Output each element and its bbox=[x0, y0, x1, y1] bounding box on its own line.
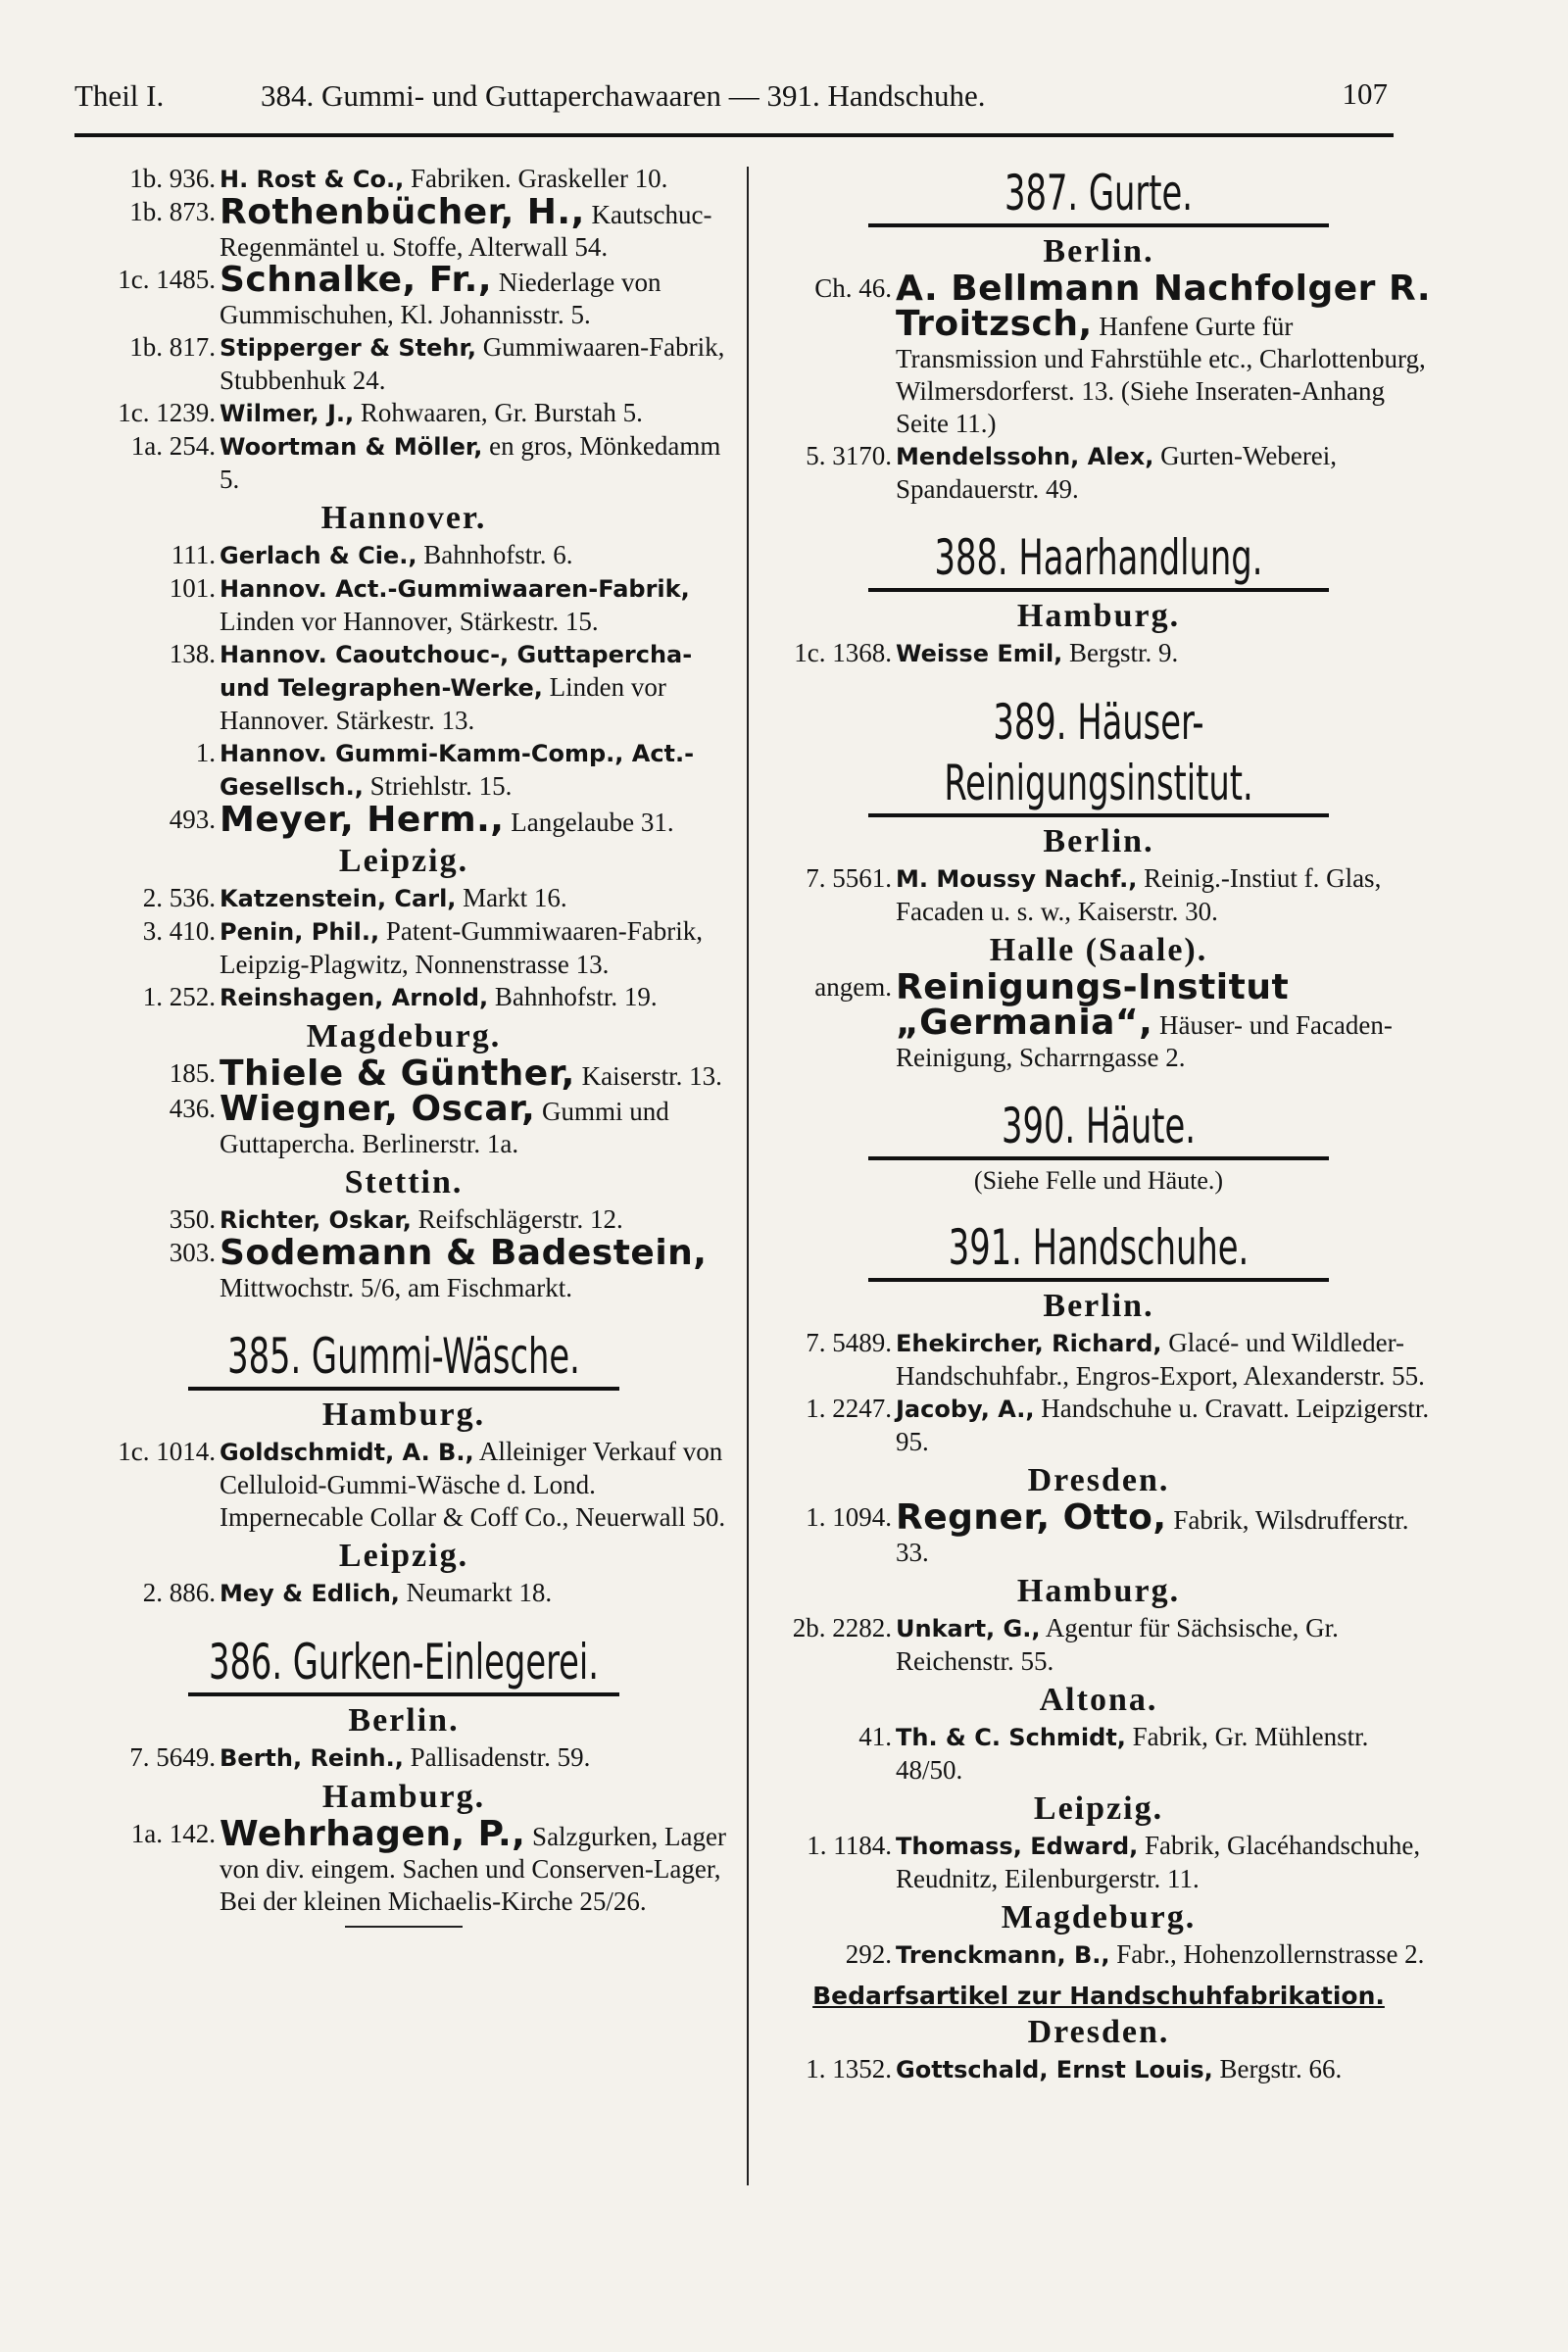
directory-entry bbox=[71, 737, 737, 804]
firm-details: Linden vor Hannover. Stärkestr. 13. bbox=[220, 672, 666, 735]
directory-entry bbox=[760, 440, 1437, 506]
entry-body bbox=[220, 1741, 737, 1775]
firm-details: Gummiwaaren-Fabrik, Stubbenhuk 24. bbox=[220, 332, 725, 395]
firm-details: Bergstr. 66. bbox=[1219, 2054, 1343, 2083]
firm-details: Linden vor Hannover, Stärkestr. 15. bbox=[220, 607, 599, 636]
entry-number: 2. 886. bbox=[142, 1578, 216, 1607]
directory-entry bbox=[71, 1814, 737, 1918]
directory-entry bbox=[71, 572, 737, 638]
entry-number: 1a. 142. bbox=[130, 1819, 216, 1848]
firm-details: Reinig.-Instiut f. Glas, Facaden u. s. w., Kaiserstr. 30. bbox=[896, 863, 1382, 926]
entry-number: 1. 2247. bbox=[806, 1394, 892, 1423]
firm-details: Gurten-Weberei, Spandauerstr. 49. bbox=[896, 441, 1338, 504]
page-number: 107 bbox=[1342, 76, 1388, 111]
city-heading: Berlin. bbox=[1043, 1288, 1154, 1324]
entry-body bbox=[220, 1814, 737, 1918]
left-column bbox=[71, 163, 737, 1936]
directory-entry bbox=[71, 163, 737, 196]
entry-body bbox=[220, 1436, 737, 1534]
entry-number: 1. 1094. bbox=[806, 1502, 892, 1532]
firm-name: Unkart, G., bbox=[896, 1615, 1041, 1642]
entry-list bbox=[760, 1327, 1437, 1458]
firm-name: Ehekircher, Richard, bbox=[896, 1330, 1162, 1357]
entry-list bbox=[760, 1830, 1437, 1895]
entry-number: 1. 1352. bbox=[806, 2054, 892, 2083]
city-heading: Hamburg. bbox=[1016, 598, 1181, 634]
entry-number: angem. bbox=[814, 972, 892, 1002]
firm-name: M. Moussy Nachf., bbox=[896, 865, 1138, 893]
firm-details: Gummi und Guttapercha. Berlinerstr. 1a. bbox=[220, 1097, 669, 1158]
city-heading: Dresden. bbox=[1027, 1462, 1170, 1498]
entry-body bbox=[220, 331, 737, 397]
entry-list bbox=[71, 163, 737, 496]
directory-entry bbox=[71, 331, 737, 397]
firm-details: Fabriken. Graskeller 10. bbox=[411, 164, 668, 193]
firm-name: Schnalke, Fr., bbox=[220, 260, 493, 300]
directory-entry bbox=[71, 1089, 737, 1160]
section-heading: 388. Haarhandlung. bbox=[934, 529, 1263, 586]
entry-body bbox=[896, 1327, 1437, 1393]
firm-details: Hanfene Gurte für Transmission und Fahrstühle etc., Charlottenburg, Wilmersdorferst. 13. (Siehe Inseraten-Anhang Seite 11.) bbox=[896, 312, 1426, 438]
directory-entry bbox=[760, 269, 1437, 440]
entry-body bbox=[220, 1203, 737, 1237]
directory-entry bbox=[71, 800, 737, 840]
firm-name: Berth, Reinh., bbox=[220, 1744, 404, 1772]
city-heading: Hamburg. bbox=[1016, 1573, 1181, 1609]
directory-entry bbox=[760, 1327, 1437, 1393]
entry-number: 1c. 1485. bbox=[118, 265, 216, 294]
entry-list bbox=[760, 1721, 1437, 1787]
entry-list bbox=[760, 1938, 1437, 1972]
firm-details: Rohwaaren, Gr. Burstah 5. bbox=[360, 398, 643, 427]
city-heading: Magdeburg. bbox=[1001, 1899, 1197, 1936]
entry-number: 1. 1184. bbox=[807, 1831, 892, 1860]
directory-entry bbox=[71, 1054, 737, 1094]
firm-details: Handschuhe u. Cravatt. Leipzigerstr. 95. bbox=[896, 1394, 1430, 1456]
firm-details: Niederlage von Gummischuhen, Kl. Johannisstr. 5. bbox=[220, 268, 662, 329]
entry-body bbox=[896, 1612, 1437, 1678]
section-rule bbox=[868, 1156, 1329, 1160]
entry-number: 2. 536. bbox=[142, 883, 216, 912]
entry-body bbox=[220, 539, 737, 572]
running-header bbox=[74, 71, 1388, 125]
section-heading: 385. Gummi-Wäsche. bbox=[227, 1328, 580, 1385]
entry-number: 138. bbox=[169, 639, 216, 668]
entry-number: 303. bbox=[169, 1238, 216, 1267]
entry-number: 1c. 1368. bbox=[794, 638, 892, 667]
directory-entry bbox=[760, 1830, 1437, 1895]
entry-body bbox=[896, 862, 1437, 928]
firm-name: Woortman & Möller, bbox=[220, 433, 483, 461]
entry-number: 1c. 1014. bbox=[118, 1437, 216, 1466]
firm-name: Meyer, Herm., bbox=[220, 800, 505, 840]
city-heading: Berlin. bbox=[1043, 823, 1154, 859]
entry-list bbox=[760, 1612, 1437, 1678]
city-heading: Hamburg. bbox=[321, 1779, 486, 1815]
firm-name: Mendelssohn, Alex, bbox=[896, 443, 1154, 470]
firm-name: Katzenstein, Carl, bbox=[220, 885, 457, 912]
firm-name: Weisse Emil, bbox=[896, 640, 1063, 667]
entry-body bbox=[220, 1233, 737, 1304]
entry-number: 5. 3170. bbox=[806, 441, 892, 470]
directory-entry bbox=[71, 1577, 737, 1610]
entry-body bbox=[896, 967, 1437, 1074]
city-heading: Halle (Saale). bbox=[989, 932, 1208, 968]
entry-number: 1c. 1239. bbox=[118, 398, 216, 427]
firm-name: Mey & Edlich, bbox=[220, 1580, 400, 1607]
entry-number: 1b. 873. bbox=[129, 197, 216, 226]
city-heading: Altona. bbox=[1039, 1682, 1158, 1718]
entry-body bbox=[220, 163, 737, 196]
entry-number: 292. bbox=[845, 1939, 892, 1969]
entry-body bbox=[220, 260, 737, 331]
entry-number: 7. 5649. bbox=[129, 1742, 216, 1772]
right-column bbox=[760, 163, 1437, 2086]
entry-number: 111. bbox=[171, 540, 216, 569]
section-heading: 389. Häuser-Reinigungsinstitut. bbox=[944, 694, 1253, 811]
city-heading: Berlin. bbox=[1043, 233, 1154, 270]
entry-list bbox=[71, 882, 737, 1014]
firm-name: Wiegner, Oscar, bbox=[220, 1089, 536, 1129]
firm-details: Striehlstr. 15. bbox=[369, 771, 513, 801]
entry-body bbox=[220, 1054, 737, 1094]
directory-entry bbox=[71, 260, 737, 331]
entry-body bbox=[220, 572, 737, 638]
city-heading: Magdeburg. bbox=[306, 1018, 502, 1054]
firm-details: Neumarkt 18. bbox=[406, 1578, 553, 1607]
firm-name: H. Rost & Co., bbox=[220, 166, 405, 193]
entry-body bbox=[220, 192, 737, 264]
city-heading: Dresden. bbox=[1027, 2014, 1170, 2050]
entry-number: 1. bbox=[195, 738, 216, 767]
entry-body bbox=[896, 440, 1437, 506]
firm-details: Patent-Gummiwaaren-Fabrik, Leipzig-Plagwitz, Nonnenstrasse 13. bbox=[220, 916, 704, 979]
entry-list bbox=[71, 1203, 737, 1304]
directory-entry bbox=[760, 1497, 1437, 1569]
firm-name: Stipperger & Stehr, bbox=[220, 334, 476, 362]
firm-name: Thomass, Edward, bbox=[896, 1833, 1139, 1860]
entry-list bbox=[71, 1741, 737, 1775]
directory-entry bbox=[760, 637, 1437, 670]
firm-name: A. Bellmann Nachfolger R. Troitzsch, bbox=[896, 269, 1432, 344]
city-heading: Berlin. bbox=[348, 1702, 460, 1739]
entry-number: 101. bbox=[169, 573, 216, 603]
entry-body bbox=[896, 1393, 1437, 1458]
entry-body bbox=[220, 638, 737, 737]
directory-entry bbox=[71, 430, 737, 496]
firm-details: Mittwochstr. 5/6, am Fischmarkt. bbox=[220, 1273, 572, 1302]
firm-name: Richter, Oskar, bbox=[220, 1206, 412, 1234]
entry-body bbox=[220, 882, 737, 915]
entry-body bbox=[220, 981, 737, 1014]
entry-list bbox=[760, 269, 1437, 506]
entry-list bbox=[760, 2053, 1437, 2086]
entry-number: 41. bbox=[858, 1722, 892, 1751]
entry-number: 350. bbox=[169, 1204, 216, 1234]
firm-details: Bergstr. 9. bbox=[1069, 638, 1179, 667]
directory-entry bbox=[71, 539, 737, 572]
directory-entry bbox=[71, 192, 737, 264]
entry-body bbox=[220, 430, 737, 496]
firm-name: Trenckmann, B., bbox=[896, 1941, 1110, 1969]
entry-body bbox=[220, 1577, 737, 1610]
firm-details: Fabrik, Wilsdrufferstr. 33. bbox=[896, 1505, 1409, 1567]
firm-name: Gerlach & Cie., bbox=[220, 542, 417, 569]
entry-body bbox=[220, 800, 737, 840]
section-heading: 391. Handschuhe. bbox=[948, 1219, 1250, 1276]
directory-entry bbox=[760, 1938, 1437, 1972]
city-heading: Leipzig. bbox=[1033, 1790, 1164, 1827]
firm-details: Fabr., Hohenzollernstrasse 2. bbox=[1116, 1939, 1425, 1969]
directory-entry bbox=[760, 2053, 1437, 2086]
entry-list bbox=[760, 967, 1437, 1074]
section-rule bbox=[868, 223, 1329, 227]
entry-number: 7. 5561. bbox=[806, 863, 892, 893]
entry-body bbox=[896, 1721, 1437, 1787]
firm-name: Gottschald, Ernst Louis, bbox=[896, 2056, 1213, 2083]
subsection-heading: Bedarfsartikel zur Handschuhfabrikation. bbox=[812, 1982, 1385, 2010]
entry-body bbox=[896, 1830, 1437, 1895]
part-label: Theil I. bbox=[74, 78, 165, 113]
entry-number: 1a. 254. bbox=[130, 431, 216, 461]
firm-details: Langelaube 31. bbox=[511, 808, 674, 837]
section-rule bbox=[188, 1692, 619, 1696]
entry-number: 436. bbox=[169, 1094, 216, 1123]
entry-list bbox=[71, 539, 737, 839]
firm-details: Fabrik, Glacéhandschuhe, Reudnitz, Eilenburgerstr. 11. bbox=[896, 1831, 1421, 1893]
firm-details: Kautschuc-Regenmäntel u. Stoffe, Alterwall 54. bbox=[220, 200, 712, 262]
section-heading: 386. Gurken-Einlegerei. bbox=[208, 1634, 600, 1690]
firm-name: Wehrhagen, P., bbox=[220, 1814, 526, 1854]
firm-details: Pallisadenstr. 59. bbox=[410, 1742, 591, 1772]
entry-list bbox=[71, 1577, 737, 1610]
firm-details: Bahnhofstr. 6. bbox=[423, 540, 573, 569]
firm-name: Regner, Otto, bbox=[896, 1497, 1167, 1538]
firm-details: Häuser- und Facaden-Reinigung, Scharrngasse 2. bbox=[896, 1010, 1393, 1072]
entry-list bbox=[760, 862, 1437, 928]
section-rule bbox=[188, 1387, 619, 1391]
firm-details: Salzgurken, Lager von div. eingem. Sachen und Conserven-Lager, Bei der kleinen Michaelis-Kirche 25/26. bbox=[220, 1822, 726, 1916]
entry-number: 493. bbox=[169, 805, 216, 834]
directory-entry bbox=[760, 1721, 1437, 1787]
entry-body bbox=[220, 397, 737, 430]
section-heading: 390. Häute. bbox=[1002, 1098, 1196, 1154]
end-rule bbox=[345, 1926, 463, 1928]
firm-details: Reifschlägerstr. 12. bbox=[417, 1204, 623, 1234]
firm-name: Jacoby, A., bbox=[896, 1396, 1035, 1423]
firm-name: Penin, Phil., bbox=[220, 918, 380, 946]
firm-name: Wilmer, J., bbox=[220, 400, 355, 427]
firm-details: Fabrik, Gr. Mühlenstr. 48/50. bbox=[896, 1722, 1369, 1785]
firm-name: Hannov. Caoutchouc-, Guttapercha- und Telegraphen-Werke, bbox=[220, 641, 693, 702]
firm-name: Goldschmidt, A. B., bbox=[220, 1439, 474, 1466]
directory-entry bbox=[71, 981, 737, 1014]
column-divider bbox=[747, 167, 749, 2185]
entry-list bbox=[760, 637, 1437, 670]
firm-name: Sodemann & Badestein, bbox=[220, 1233, 708, 1273]
entry-list bbox=[71, 1054, 737, 1160]
directory-entry bbox=[760, 1612, 1437, 1678]
directory-entry bbox=[760, 862, 1437, 928]
firm-name: Th. & C. Schmidt, bbox=[896, 1724, 1126, 1751]
firm-details: en gros, Mönkedamm 5. bbox=[220, 431, 721, 494]
section-rule bbox=[868, 1278, 1329, 1282]
entry-number: Ch. 46. bbox=[814, 273, 892, 303]
firm-details: Kaiserstr. 13. bbox=[581, 1061, 722, 1091]
section-rule bbox=[868, 813, 1329, 817]
entry-body bbox=[896, 2053, 1437, 2086]
entry-number: 1. 252. bbox=[142, 982, 216, 1011]
city-heading: Hannover. bbox=[320, 500, 487, 536]
city-heading: Hamburg. bbox=[321, 1396, 486, 1433]
directory-entry bbox=[760, 967, 1437, 1074]
firm-name: Hannov. Gummi-Kamm-Comp., Act.-Gesellsch., bbox=[220, 740, 695, 801]
entry-body bbox=[896, 637, 1437, 670]
firm-name: Thiele & Günther, bbox=[220, 1054, 575, 1094]
city-heading: Leipzig. bbox=[338, 1538, 469, 1574]
directory-entry bbox=[760, 1393, 1437, 1458]
firm-details: Alleiniger Verkauf von Celluloid-Gummi-Wäsche d. Lond. Impernecable Collar & Coff Co., Neuerwall 50. bbox=[220, 1437, 726, 1532]
section-heading: 387. Gurte. bbox=[1004, 165, 1193, 221]
cross-reference: (Siehe Felle und Häute.) bbox=[973, 1166, 1224, 1195]
section-rule bbox=[868, 588, 1329, 592]
directory-entry bbox=[71, 1233, 737, 1304]
firm-name: Rothenbücher, H., bbox=[220, 192, 585, 232]
firm-details: Glacé- und Wildleder-Handschuhfabr., Engros-Export, Alexanderstr. 55. bbox=[896, 1328, 1425, 1391]
firm-details: Bahnhofstr. 19. bbox=[494, 982, 658, 1011]
firm-details: Agentur für Sächsische, Gr. Reichenstr. 55. bbox=[896, 1613, 1339, 1676]
entry-number: 2b. 2282. bbox=[792, 1613, 892, 1642]
city-heading: Leipzig. bbox=[338, 843, 469, 879]
directory-entry bbox=[71, 882, 737, 915]
entry-body bbox=[896, 1938, 1437, 1972]
directory-entry bbox=[71, 915, 737, 981]
entry-body bbox=[220, 1089, 737, 1160]
entry-list bbox=[71, 1814, 737, 1918]
entry-number: 7. 5489. bbox=[806, 1328, 892, 1357]
entry-number: 1b. 817. bbox=[129, 332, 216, 362]
header-rule bbox=[74, 133, 1394, 137]
directory-entry bbox=[71, 638, 737, 737]
entry-number: 3. 410. bbox=[142, 916, 216, 946]
city-heading: Stettin. bbox=[344, 1164, 464, 1200]
section-range: 384. Gummi- und Guttaperchawaaren — 391. Handschuhe. bbox=[261, 78, 986, 113]
firm-name: Reinshagen, Arnold, bbox=[220, 984, 489, 1011]
entry-body bbox=[220, 737, 737, 804]
entry-number: 185. bbox=[169, 1058, 216, 1088]
entry-body bbox=[220, 915, 737, 981]
firm-details: Markt 16. bbox=[463, 883, 567, 912]
entry-number: 1b. 936. bbox=[129, 164, 216, 193]
entry-body bbox=[896, 1497, 1437, 1569]
directory-entry bbox=[71, 1741, 737, 1775]
directory-entry bbox=[71, 1436, 737, 1534]
directory-entry bbox=[71, 1203, 737, 1237]
firm-name: Reinigungs-Institut „Germania“, bbox=[896, 967, 1290, 1043]
directory-entry bbox=[71, 397, 737, 430]
firm-name: Hannov. Act.-Gummiwaaren-Fabrik, bbox=[220, 575, 690, 603]
entry-list bbox=[71, 1436, 737, 1534]
entry-list bbox=[760, 1497, 1437, 1569]
entry-body bbox=[896, 269, 1437, 440]
